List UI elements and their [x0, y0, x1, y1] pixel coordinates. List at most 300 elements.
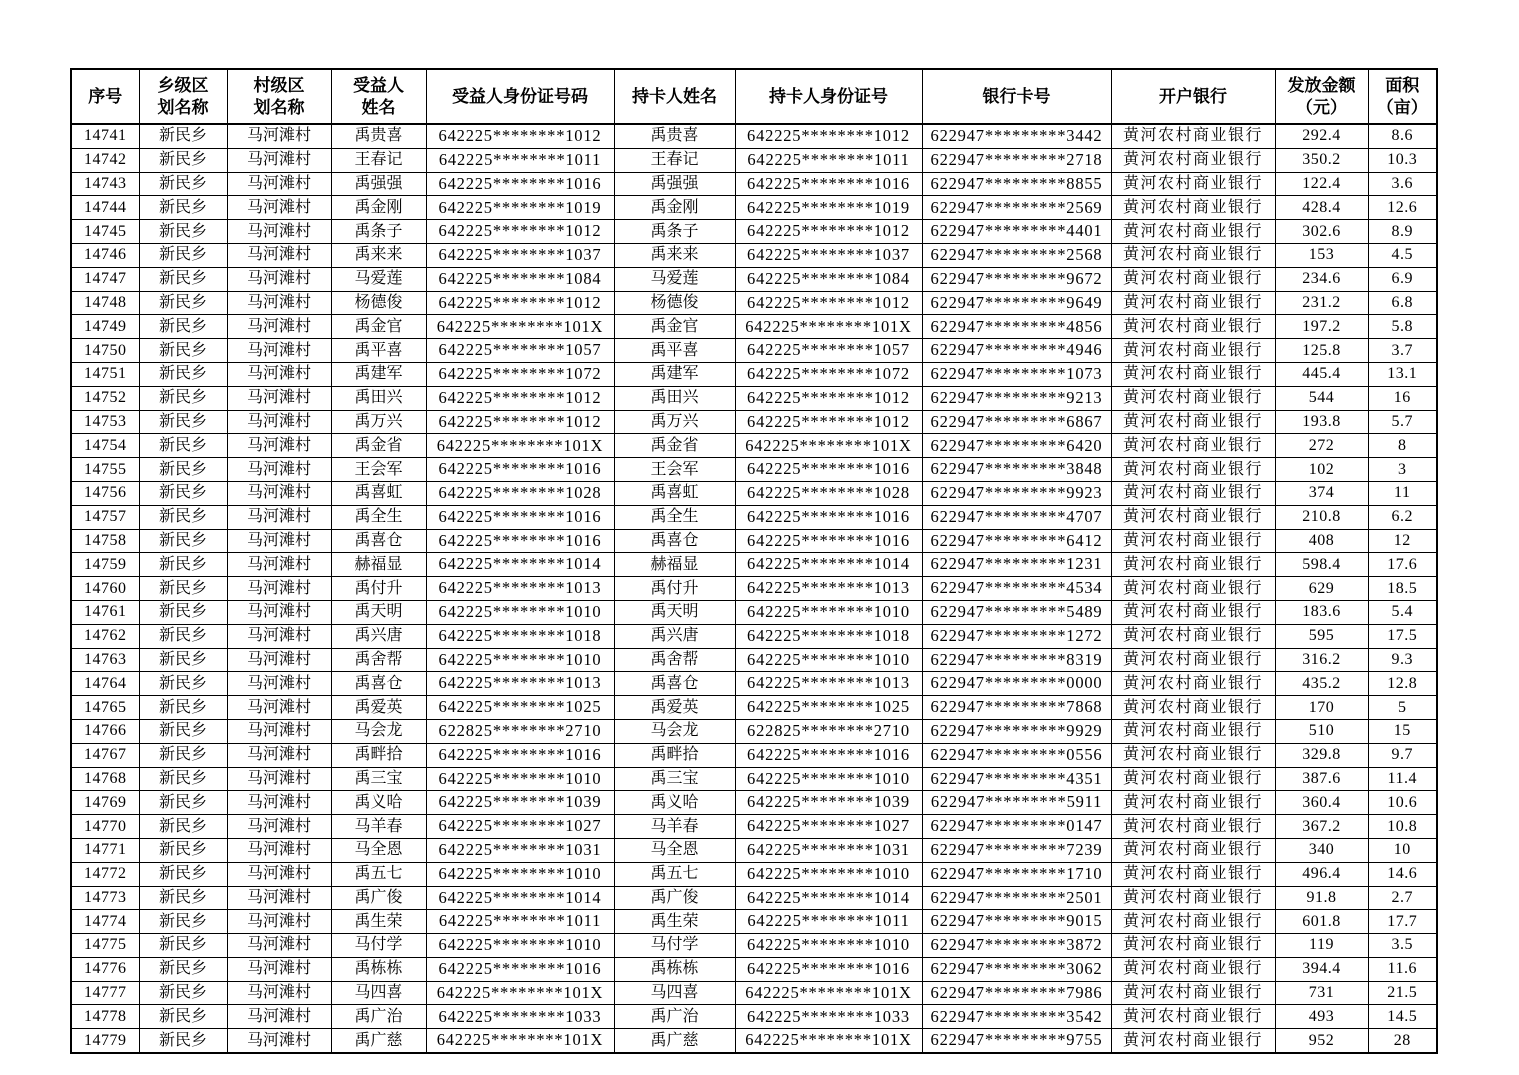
cell-amount: 170: [1275, 696, 1368, 720]
cell-bank-card-number: 622947*********8855: [922, 172, 1111, 196]
cell-beneficiary-id: 642225********1010: [426, 600, 614, 624]
cell-cardholder-id: 642225********1011: [735, 148, 922, 172]
cell-bank-name: 黄河农村商业银行: [1111, 696, 1275, 720]
cell-bank-name: 黄河农村商业银行: [1111, 505, 1275, 529]
table-row: [71, 719, 1437, 743]
cell-beneficiary-name: 赫福显: [331, 553, 426, 577]
cell-bank-card-number: 622947*********4856: [922, 315, 1111, 339]
cell-area: 11: [1368, 481, 1437, 505]
cell-area: 17.5: [1368, 624, 1437, 648]
cell-index: 14771: [71, 838, 139, 862]
cell-cardholder-name: 禹畔拾: [614, 743, 735, 767]
cell-bank-card-number: 622947*********6867: [922, 410, 1111, 434]
header-beneficiary-id-line: 受益人身份证号码: [452, 86, 588, 106]
cell-bank-name: 黄河农村商业银行: [1111, 719, 1275, 743]
cell-bank-name: 黄河农村商业银行: [1111, 434, 1275, 458]
cell-cardholder-id: 642225********101X: [735, 981, 922, 1005]
table-row: [71, 220, 1437, 244]
cell-beneficiary-id: 642225********1037: [426, 243, 614, 267]
cell-bank-name: 黄河农村商业银行: [1111, 838, 1275, 862]
cell-village: 马河滩村: [227, 386, 331, 410]
cell-area: 12: [1368, 529, 1437, 553]
cell-cardholder-name: 禹广俊: [614, 886, 735, 910]
cell-village: 马河滩村: [227, 362, 331, 386]
cell-beneficiary-id: 642225********1012: [426, 386, 614, 410]
cell-bank-name: 黄河农村商业银行: [1111, 1029, 1275, 1053]
cell-beneficiary-name: 禹金官: [331, 315, 426, 339]
cell-amount: 91.8: [1275, 886, 1368, 910]
cell-amount: 350.2: [1275, 148, 1368, 172]
cell-township: 新民乡: [139, 600, 227, 624]
cell-village: 马河滩村: [227, 124, 331, 148]
cell-village: 马河滩村: [227, 719, 331, 743]
cell-bank-name: 黄河农村商业银行: [1111, 577, 1275, 601]
cell-beneficiary-id: 642225********101X: [426, 981, 614, 1005]
cell-beneficiary-id: 642225********1057: [426, 339, 614, 363]
cell-village: 马河滩村: [227, 148, 331, 172]
cell-index: 14768: [71, 767, 139, 791]
cell-amount: 952: [1275, 1029, 1368, 1053]
header-row: [71, 69, 1437, 124]
cell-township: 新民乡: [139, 148, 227, 172]
cell-bank-name: 黄河农村商业银行: [1111, 339, 1275, 363]
header-bank-card-number-line: 银行卡号: [982, 86, 1051, 106]
cell-cardholder-name: 禹平喜: [614, 339, 735, 363]
table-row: [71, 910, 1437, 934]
cell-cardholder-id: 642225********1019: [735, 196, 922, 220]
cell-cardholder-name: 禹贵喜: [614, 124, 735, 148]
cell-area: 10: [1368, 838, 1437, 862]
cell-beneficiary-name: 禹义哈: [331, 791, 426, 815]
cell-cardholder-name: 禹来来: [614, 243, 735, 267]
header-beneficiary-name-line: 受益人: [353, 76, 404, 96]
cell-cardholder-id: 642225********1016: [735, 505, 922, 529]
cell-beneficiary-name: 禹爱英: [331, 696, 426, 720]
cell-amount: 629: [1275, 577, 1368, 601]
cell-village: 马河滩村: [227, 672, 331, 696]
cell-bank-name: 黄河农村商业银行: [1111, 362, 1275, 386]
cell-amount: 119: [1275, 934, 1368, 958]
cell-cardholder-id: 642225********1057: [735, 339, 922, 363]
cell-bank-card-number: 622947*********9672: [922, 267, 1111, 291]
table-row: [71, 291, 1437, 315]
table-row: [71, 243, 1437, 267]
cell-village: 马河滩村: [227, 1005, 331, 1029]
table-row: [71, 529, 1437, 553]
cell-bank-name: 黄河农村商业银行: [1111, 267, 1275, 291]
cell-township: 新民乡: [139, 386, 227, 410]
cell-beneficiary-id: 642225********1031: [426, 838, 614, 862]
cell-index: 14770: [71, 815, 139, 839]
cell-cardholder-id: 642225********1016: [735, 743, 922, 767]
cell-bank-card-number: 622947*********9649: [922, 291, 1111, 315]
cell-beneficiary-id: 642225********1013: [426, 577, 614, 601]
cell-area: 11.6: [1368, 957, 1437, 981]
cell-bank-name: 黄河农村商业银行: [1111, 220, 1275, 244]
cell-beneficiary-id: 642225********1016: [426, 529, 614, 553]
cell-township: 新民乡: [139, 458, 227, 482]
cell-amount: 598.4: [1275, 553, 1368, 577]
cell-cardholder-id: 642225********1010: [735, 862, 922, 886]
header-beneficiary-name-line: 姓名: [361, 97, 396, 117]
cell-beneficiary-name: 禹喜仓: [331, 529, 426, 553]
cell-area: 5.7: [1368, 410, 1437, 434]
cell-area: 8: [1368, 434, 1437, 458]
cell-cardholder-id: 642225********1016: [735, 529, 922, 553]
cell-amount: 102: [1275, 458, 1368, 482]
cell-amount: 387.6: [1275, 767, 1368, 791]
cell-cardholder-name: 禹金省: [614, 434, 735, 458]
cell-cardholder-name: 禹金官: [614, 315, 735, 339]
cell-cardholder-name: 禹广治: [614, 1005, 735, 1029]
cell-amount: 394.4: [1275, 957, 1368, 981]
table-row: [71, 1005, 1437, 1029]
cell-amount: 302.6: [1275, 220, 1368, 244]
cell-cardholder-name: 赫福显: [614, 553, 735, 577]
header-township-line: 乡级区: [157, 76, 209, 96]
cell-index: 14743: [71, 172, 139, 196]
cell-township: 新民乡: [139, 267, 227, 291]
cell-cardholder-id: 642225********1037: [735, 243, 922, 267]
cell-bank-name: 黄河农村商业银行: [1111, 791, 1275, 815]
cell-village: 马河滩村: [227, 172, 331, 196]
table-row: [71, 481, 1437, 505]
cell-cardholder-id: 642225********1014: [735, 886, 922, 910]
header-index-line: 序号: [88, 86, 123, 106]
cell-amount: 367.2: [1275, 815, 1368, 839]
table-row: [71, 743, 1437, 767]
cell-beneficiary-id: 642225********1010: [426, 934, 614, 958]
cell-cardholder-name: 禹舍帮: [614, 648, 735, 672]
cell-bank-name: 黄河农村商业银行: [1111, 124, 1275, 148]
cell-area: 9.7: [1368, 743, 1437, 767]
cell-area: 5.4: [1368, 600, 1437, 624]
cell-cardholder-id: 642225********1016: [735, 172, 922, 196]
cell-beneficiary-id: 642225********101X: [426, 315, 614, 339]
cell-index: 14772: [71, 862, 139, 886]
cell-cardholder-id: 642225********1027: [735, 815, 922, 839]
cell-bank-name: 黄河农村商业银行: [1111, 600, 1275, 624]
cell-beneficiary-id: 642225********1018: [426, 624, 614, 648]
cell-cardholder-id: 642225********1016: [735, 957, 922, 981]
cell-area: 12.8: [1368, 672, 1437, 696]
cell-cardholder-id: 642225********1012: [735, 124, 922, 148]
cell-cardholder-id: 642225********1012: [735, 410, 922, 434]
cell-township: 新民乡: [139, 981, 227, 1005]
cell-amount: 595: [1275, 624, 1368, 648]
cell-cardholder-id: 642225********1013: [735, 577, 922, 601]
cell-bank-name: 黄河农村商业银行: [1111, 886, 1275, 910]
cell-index: 14758: [71, 529, 139, 553]
cell-village: 马河滩村: [227, 934, 331, 958]
table-row: [71, 458, 1437, 482]
cell-township: 新民乡: [139, 1029, 227, 1053]
cell-cardholder-id: 642225********1010: [735, 600, 922, 624]
table-row: [71, 934, 1437, 958]
cell-township: 新民乡: [139, 124, 227, 148]
cell-bank-card-number: 622947*********1710: [922, 862, 1111, 886]
cell-beneficiary-id: 642225********1016: [426, 743, 614, 767]
cell-cardholder-id: 642225********1033: [735, 1005, 922, 1029]
cell-bank-name: 黄河农村商业银行: [1111, 767, 1275, 791]
cell-index: 14756: [71, 481, 139, 505]
cell-beneficiary-id: 642225********1014: [426, 886, 614, 910]
cell-cardholder-name: 禹五七: [614, 862, 735, 886]
cell-area: 3.5: [1368, 934, 1437, 958]
cell-index: 14779: [71, 1029, 139, 1053]
cell-index: 14755: [71, 458, 139, 482]
cell-village: 马河滩村: [227, 648, 331, 672]
cell-bank-card-number: 622947*********9755: [922, 1029, 1111, 1053]
cell-beneficiary-id: 642225********1013: [426, 672, 614, 696]
cell-bank-card-number: 622947*********4707: [922, 505, 1111, 529]
header-cardholder-id-line: 持卡人身份证号: [769, 86, 888, 106]
cell-beneficiary-name: 禹来来: [331, 243, 426, 267]
cell-bank-name: 黄河农村商业银行: [1111, 410, 1275, 434]
cell-township: 新民乡: [139, 315, 227, 339]
cell-amount: 272: [1275, 434, 1368, 458]
cell-bank-card-number: 622947*********4351: [922, 767, 1111, 791]
cell-cardholder-name: 禹全生: [614, 505, 735, 529]
cell-index: 14767: [71, 743, 139, 767]
cell-area: 9.3: [1368, 648, 1437, 672]
cell-index: 14765: [71, 696, 139, 720]
cell-amount: 210.8: [1275, 505, 1368, 529]
cell-index: 14746: [71, 243, 139, 267]
cell-amount: 374: [1275, 481, 1368, 505]
table-row: [71, 791, 1437, 815]
table-row: [71, 600, 1437, 624]
cell-cardholder-name: 马四喜: [614, 981, 735, 1005]
cell-amount: 510: [1275, 719, 1368, 743]
cell-village: 马河滩村: [227, 196, 331, 220]
table-header: [71, 69, 1437, 124]
cell-beneficiary-id: 642225********1010: [426, 648, 614, 672]
cell-beneficiary-name: 禹畔拾: [331, 743, 426, 767]
header-amount-line: 发放金额: [1287, 76, 1356, 96]
cell-area: 4.5: [1368, 243, 1437, 267]
cell-village: 马河滩村: [227, 862, 331, 886]
cell-amount: 316.2: [1275, 648, 1368, 672]
cell-beneficiary-id: 622825********2710: [426, 719, 614, 743]
cell-index: 14761: [71, 600, 139, 624]
cell-village: 马河滩村: [227, 577, 331, 601]
cell-cardholder-name: 马付学: [614, 934, 735, 958]
cell-cardholder-name: 禹爱英: [614, 696, 735, 720]
cell-bank-card-number: 622947*********6420: [922, 434, 1111, 458]
cell-village: 马河滩村: [227, 957, 331, 981]
cell-bank-card-number: 622947*********1272: [922, 624, 1111, 648]
cell-amount: 493: [1275, 1005, 1368, 1029]
cell-index: 14749: [71, 315, 139, 339]
table-row: [71, 815, 1437, 839]
cell-bank-card-number: 622947*********2569: [922, 196, 1111, 220]
cell-beneficiary-name: 王会军: [331, 458, 426, 482]
cell-area: 6.9: [1368, 267, 1437, 291]
cell-bank-card-number: 622947*********7239: [922, 838, 1111, 862]
cell-village: 马河滩村: [227, 910, 331, 934]
cell-township: 新民乡: [139, 672, 227, 696]
cell-index: 14742: [71, 148, 139, 172]
cell-beneficiary-id: 642225********1027: [426, 815, 614, 839]
cell-index: 14775: [71, 934, 139, 958]
cell-bank-name: 黄河农村商业银行: [1111, 243, 1275, 267]
cell-index: 14747: [71, 267, 139, 291]
table-row: [71, 957, 1437, 981]
cell-beneficiary-id: 642225********1033: [426, 1005, 614, 1029]
cell-amount: 329.8: [1275, 743, 1368, 767]
cell-cardholder-name: 禹天明: [614, 600, 735, 624]
cell-cardholder-name: 禹建军: [614, 362, 735, 386]
cell-village: 马河滩村: [227, 696, 331, 720]
cell-cardholder-name: 杨德俊: [614, 291, 735, 315]
cell-beneficiary-id: 642225********101X: [426, 434, 614, 458]
cell-village: 马河滩村: [227, 767, 331, 791]
cell-bank-name: 黄河农村商业银行: [1111, 458, 1275, 482]
cell-village: 马河滩村: [227, 410, 331, 434]
cell-township: 新民乡: [139, 838, 227, 862]
table-row: [71, 434, 1437, 458]
cell-amount: 340: [1275, 838, 1368, 862]
cell-bank-card-number: 622947*********5911: [922, 791, 1111, 815]
table-row: [71, 767, 1437, 791]
cell-beneficiary-name: 禹五七: [331, 862, 426, 886]
cell-township: 新民乡: [139, 815, 227, 839]
cell-cardholder-id: 642225********1010: [735, 934, 922, 958]
cell-township: 新民乡: [139, 243, 227, 267]
cell-township: 新民乡: [139, 719, 227, 743]
cell-amount: 125.8: [1275, 339, 1368, 363]
cell-area: 11.4: [1368, 767, 1437, 791]
cell-bank-card-number: 622947*********4534: [922, 577, 1111, 601]
table-row: [71, 124, 1437, 148]
cell-cardholder-name: 马爱莲: [614, 267, 735, 291]
header-township-line: 划名称: [157, 97, 209, 117]
cell-bank-card-number: 622947*********9015: [922, 910, 1111, 934]
cell-bank-name: 黄河农村商业银行: [1111, 196, 1275, 220]
cell-bank-name: 黄河农村商业银行: [1111, 648, 1275, 672]
cell-cardholder-name: 禹万兴: [614, 410, 735, 434]
cell-township: 新民乡: [139, 767, 227, 791]
cell-amount: 122.4: [1275, 172, 1368, 196]
cell-area: 3.7: [1368, 339, 1437, 363]
cell-index: 14760: [71, 577, 139, 601]
table-row: [71, 505, 1437, 529]
cell-area: 16: [1368, 386, 1437, 410]
cell-beneficiary-name: 禹天明: [331, 600, 426, 624]
cell-bank-card-number: 622947*********3442: [922, 124, 1111, 148]
header-index: [71, 69, 139, 124]
cell-bank-card-number: 622947*********3062: [922, 957, 1111, 981]
cell-cardholder-id: 642225********1025: [735, 696, 922, 720]
cell-index: 14763: [71, 648, 139, 672]
cell-index: 14745: [71, 220, 139, 244]
cell-beneficiary-name: 禹三宝: [331, 767, 426, 791]
cell-cardholder-name: 禹义哈: [614, 791, 735, 815]
cell-beneficiary-id: 642225********1012: [426, 124, 614, 148]
cell-cardholder-id: 642225********1028: [735, 481, 922, 505]
cell-township: 新民乡: [139, 696, 227, 720]
cell-village: 马河滩村: [227, 838, 331, 862]
cell-beneficiary-name: 禹条子: [331, 220, 426, 244]
cell-township: 新民乡: [139, 291, 227, 315]
cell-township: 新民乡: [139, 743, 227, 767]
cell-cardholder-name: 禹付升: [614, 577, 735, 601]
cell-township: 新民乡: [139, 410, 227, 434]
cell-village: 马河滩村: [227, 743, 331, 767]
table-row: [71, 862, 1437, 886]
cell-village: 马河滩村: [227, 434, 331, 458]
cell-beneficiary-id: 642225********1012: [426, 410, 614, 434]
cell-bank-name: 黄河农村商业银行: [1111, 386, 1275, 410]
cell-area: 2.7: [1368, 886, 1437, 910]
cell-area: 3: [1368, 458, 1437, 482]
cell-bank-name: 黄河农村商业银行: [1111, 672, 1275, 696]
cell-village: 马河滩村: [227, 243, 331, 267]
cell-amount: 408: [1275, 529, 1368, 553]
cell-township: 新民乡: [139, 339, 227, 363]
cell-bank-card-number: 622947*********0000: [922, 672, 1111, 696]
cell-beneficiary-name: 禹万兴: [331, 410, 426, 434]
header-village-line: 村级区: [253, 76, 305, 96]
cell-cardholder-id: 642225********1018: [735, 624, 922, 648]
cell-area: 5.8: [1368, 315, 1437, 339]
cell-bank-card-number: 622947*********7986: [922, 981, 1111, 1005]
header-cardholder-name-line: 持卡人姓名: [632, 86, 717, 106]
cell-village: 马河滩村: [227, 220, 331, 244]
cell-area: 18.5: [1368, 577, 1437, 601]
cell-cardholder-id: 642225********1016: [735, 458, 922, 482]
cell-cardholder-name: 禹栋栋: [614, 957, 735, 981]
cell-index: 14774: [71, 910, 139, 934]
cell-township: 新民乡: [139, 957, 227, 981]
cell-village: 马河滩村: [227, 505, 331, 529]
cell-cardholder-id: 622825********2710: [735, 719, 922, 743]
cell-area: 17.6: [1368, 553, 1437, 577]
cell-amount: 435.2: [1275, 672, 1368, 696]
cell-township: 新民乡: [139, 1005, 227, 1029]
cell-beneficiary-id: 642225********1011: [426, 910, 614, 934]
cell-area: 6.8: [1368, 291, 1437, 315]
cell-index: 14762: [71, 624, 139, 648]
cell-beneficiary-id: 642225********1016: [426, 957, 614, 981]
cell-area: 14.6: [1368, 862, 1437, 886]
table-row: [71, 648, 1437, 672]
cell-bank-card-number: 622947*********7868: [922, 696, 1111, 720]
table-row: [71, 362, 1437, 386]
table-row: [71, 981, 1437, 1005]
cell-amount: 496.4: [1275, 862, 1368, 886]
cell-township: 新民乡: [139, 172, 227, 196]
cell-cardholder-name: 禹强强: [614, 172, 735, 196]
table-row: [71, 838, 1437, 862]
cell-bank-card-number: 622947*********9213: [922, 386, 1111, 410]
cell-beneficiary-name: 马四喜: [331, 981, 426, 1005]
table-row: [71, 577, 1437, 601]
cell-cardholder-name: 禹金刚: [614, 196, 735, 220]
cell-area: 12.6: [1368, 196, 1437, 220]
cell-bank-name: 黄河农村商业银行: [1111, 291, 1275, 315]
cell-cardholder-id: 642225********1039: [735, 791, 922, 815]
cell-cardholder-id: 642225********101X: [735, 434, 922, 458]
cell-index: 14751: [71, 362, 139, 386]
cell-beneficiary-name: 禹生荣: [331, 910, 426, 934]
cell-cardholder-name: 禹三宝: [614, 767, 735, 791]
header-bank-name: [1111, 69, 1275, 124]
cell-township: 新民乡: [139, 624, 227, 648]
table-row: [71, 339, 1437, 363]
table-row: [71, 1029, 1437, 1053]
